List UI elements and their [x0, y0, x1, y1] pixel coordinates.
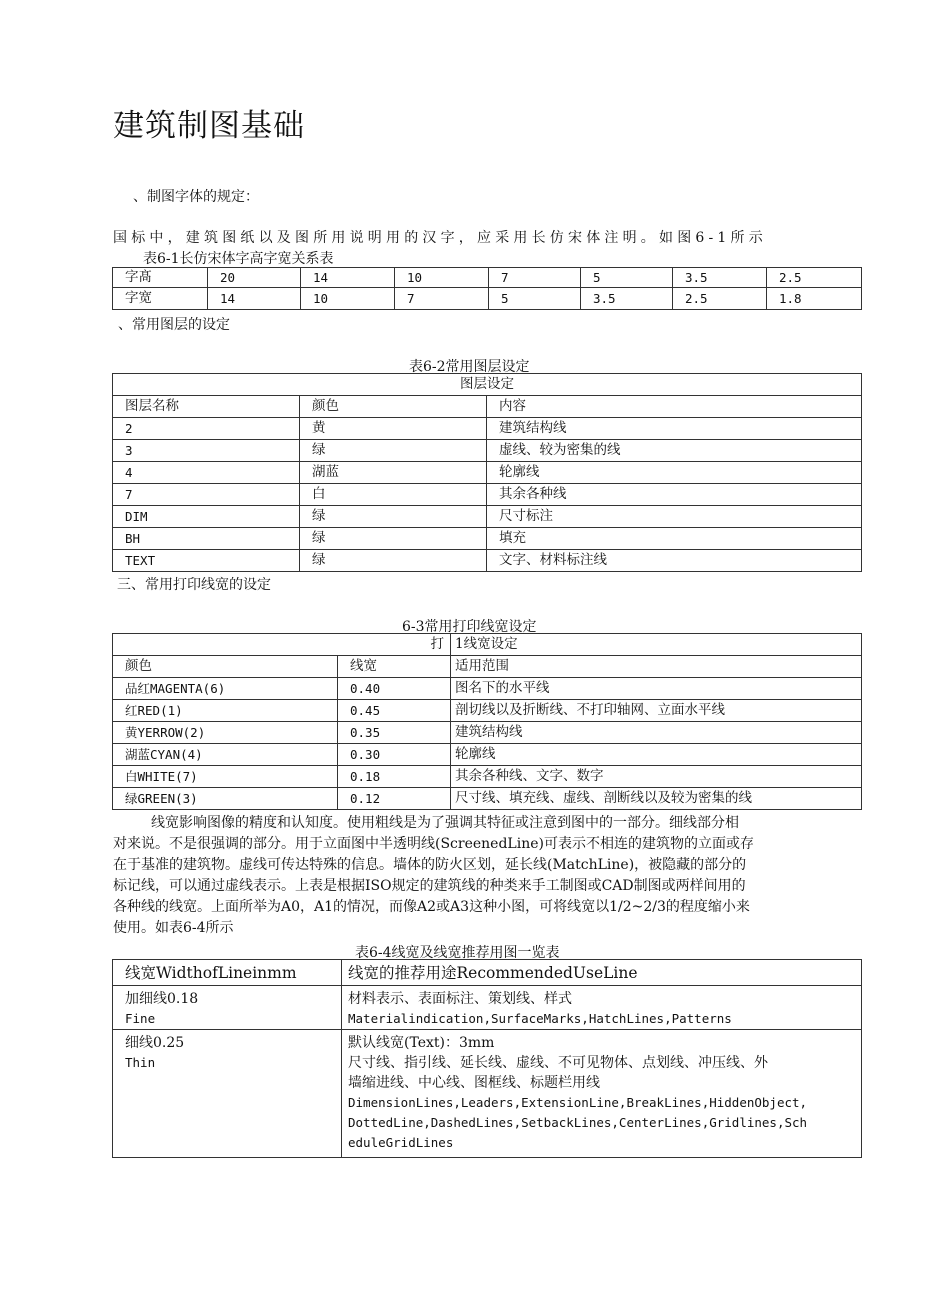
- table-row: [113, 440, 862, 462]
- cell-line: 默认线宽(Text)：3mm: [348, 1035, 495, 1051]
- table-row: [113, 418, 862, 440]
- table-cell: 2.5: [673, 288, 767, 310]
- column-header: 图层名称: [113, 396, 300, 418]
- column-header: 线宽的推荐用途RecommendedUseLine: [342, 960, 862, 986]
- table-cell: 14: [208, 288, 301, 310]
- table-cell: 字宽: [113, 288, 208, 310]
- table-row: [113, 986, 862, 1030]
- paragraph-line: 对来说。不是很强调的部分。用于立面图中半透明线(ScreenedLine)可表示不相连的建筑物的立面或存: [113, 836, 754, 852]
- cell-line: Materialindication,SurfaceMarks,HatchLines,Patterns: [348, 1011, 732, 1026]
- table-cell: 3.5: [581, 288, 673, 310]
- table3-caption: 6-3常用打印线宽设定: [402, 619, 537, 635]
- column-header: 颜色: [113, 656, 338, 678]
- table-cell: 20: [208, 268, 301, 288]
- column-header: 线宽: [338, 656, 451, 678]
- table-cell: 7: [113, 484, 300, 506]
- cell-line: 细线0.25: [125, 1035, 185, 1051]
- column-header: 内容: [487, 396, 862, 418]
- table-cell: 品红MAGENTA(6): [113, 678, 338, 700]
- table-cell: 1.8: [767, 288, 862, 310]
- table-cell: 绿: [300, 550, 487, 572]
- table-cell: 白: [300, 484, 487, 506]
- cell-line: DottedLine,DashedLines,SetbackLines,CenterLines,Gridlines,Sch: [348, 1115, 808, 1130]
- paragraph-line: 标记线，可以通过虚线表示。上表是根据ISO规定的建筑线的种类来手工制图或CAD制图或两样间用的: [113, 878, 746, 894]
- table-row: [113, 634, 862, 656]
- table-cell: 4: [113, 462, 300, 484]
- table-cell: 绿: [300, 506, 487, 528]
- intro-paragraph: 国标中，建筑图纸以及图所用说明用的汉字，应采用长仿宋体注明。如图6-1所示: [113, 230, 767, 246]
- table-cell: 10: [301, 288, 395, 310]
- table-cell: [342, 986, 862, 1030]
- table-cell: 红RED(1): [113, 700, 338, 722]
- table2-caption: 表6-2常用图层设定: [409, 359, 530, 375]
- table-cell: 3: [113, 440, 300, 462]
- table-font-size: [112, 267, 862, 310]
- table-title-cell: 图层设定: [113, 374, 862, 396]
- table-lineweight-usage: [112, 959, 862, 1158]
- table-title-cell-left: 打: [113, 634, 451, 656]
- table-row: [113, 268, 862, 288]
- cell-line: Thin: [125, 1055, 156, 1070]
- paragraph-line: 线宽影响图像的精度和认知度。使用粗线是为了强调其特征或注意到图中的一部分。细线部分相: [151, 815, 739, 831]
- table-row: [113, 722, 862, 744]
- table-cell: 填充: [487, 528, 862, 550]
- table-cell: 其余各种线: [487, 484, 862, 506]
- table-row: [113, 484, 862, 506]
- document-title: 建筑制图基础: [113, 108, 305, 144]
- table-cell: 2: [113, 418, 300, 440]
- table-cell: 剖切线以及折断线、不打印轴网、立面水平线: [451, 700, 862, 722]
- section-heading-fonts: 、制图字体的规定：: [133, 189, 259, 205]
- table-cell: 0.45: [338, 700, 451, 722]
- column-header: 适用范围: [451, 656, 862, 678]
- section-heading-lineweights: 三、常用打印线宽的设定: [117, 577, 271, 593]
- table-cell: 文字、材料标注线: [487, 550, 862, 572]
- table-cell: 0.30: [338, 744, 451, 766]
- table-row: [113, 288, 862, 310]
- table-row: [113, 788, 862, 810]
- cell-line: 墙缩进线、中心线、图框线、标题栏用线: [348, 1075, 600, 1091]
- paragraph-line: 使用。如表6-4所示: [113, 920, 234, 936]
- table-cell: 图名下的水平线: [451, 678, 862, 700]
- table-cell: 其余各种线、文字、数字: [451, 766, 862, 788]
- table-row: [113, 744, 862, 766]
- table-cell: 10: [395, 268, 489, 288]
- table-cell: 尺寸线、填充线、虚线、剖断线以及较为密集的线: [451, 788, 862, 810]
- cell-line: eduleGridLines: [348, 1135, 454, 1150]
- section-heading-layers: 、常用图层的设定: [118, 317, 230, 333]
- table-cell: TEXT: [113, 550, 300, 572]
- table-cell: 5: [581, 268, 673, 288]
- table-header-row: [113, 960, 862, 986]
- column-header: 线宽WidthofLineinmm: [113, 960, 342, 986]
- paragraph-line: 各种线的线宽。上面所举为A0，A1的情况，而像A2或A3这种小图，可将线宽以1/2~2/3的程度缩小来: [113, 899, 750, 915]
- table-cell: 0.35: [338, 722, 451, 744]
- table-cell: 建筑结构线: [451, 722, 862, 744]
- table-cell: 建筑结构线: [487, 418, 862, 440]
- table-cell: [113, 1030, 342, 1158]
- table-cell: 绿GREEN(3): [113, 788, 338, 810]
- table-title-cell-right: 1线宽设定: [451, 634, 862, 656]
- cell-line: Fine: [125, 1011, 156, 1026]
- table-cell: 2.5: [767, 268, 862, 288]
- table-cell: 尺寸标注: [487, 506, 862, 528]
- table-cell: 虚线、较为密集的线: [487, 440, 862, 462]
- table-layers: [112, 373, 862, 572]
- table-cell: BH: [113, 528, 300, 550]
- table-cell: 湖蓝: [300, 462, 487, 484]
- table-header-row: [113, 396, 862, 418]
- table-row: [113, 700, 862, 722]
- table-row: [113, 766, 862, 788]
- table4-caption: 表6-4线宽及线宽推荐用图一览表: [355, 945, 560, 961]
- table-cell: 绿: [300, 440, 487, 462]
- table-cell: 轮廓线: [451, 744, 862, 766]
- table-header-row: [113, 656, 862, 678]
- table-cell: DIM: [113, 506, 300, 528]
- cell-line: DimensionLines,Leaders,ExtensionLine,BreakLines,HiddenObject,: [348, 1095, 808, 1110]
- table-cell: 5: [489, 288, 581, 310]
- table-row: [113, 374, 862, 396]
- table-cell: 轮廓线: [487, 462, 862, 484]
- table-row: [113, 1030, 862, 1158]
- table-cell: 7: [489, 268, 581, 288]
- cell-line: 尺寸线、指引线、延长线、虚线、不可见物体、点划线、冲压线、外: [348, 1055, 768, 1071]
- table-cell: 3.5: [673, 268, 767, 288]
- table-row: [113, 528, 862, 550]
- table-cell: 14: [301, 268, 395, 288]
- table-row: [113, 462, 862, 484]
- table-row: [113, 506, 862, 528]
- column-header: 颜色: [300, 396, 487, 418]
- table-cell: 绿: [300, 528, 487, 550]
- table-print-lineweights: [112, 633, 862, 810]
- table-cell: 7: [395, 288, 489, 310]
- table-cell: 0.12: [338, 788, 451, 810]
- table-cell: 白WHITE(7): [113, 766, 338, 788]
- table-cell: [113, 986, 342, 1030]
- table-cell: 湖蓝CYAN(4): [113, 744, 338, 766]
- table-row: [113, 678, 862, 700]
- table-cell: 黄YERROW(2): [113, 722, 338, 744]
- table-row: [113, 550, 862, 572]
- table-cell: 0.18: [338, 766, 451, 788]
- table-cell: [342, 1030, 862, 1158]
- lineweight-paragraph: [113, 813, 861, 939]
- cell-line: 加细线0.18: [125, 991, 199, 1007]
- table-cell: 黄: [300, 418, 487, 440]
- cell-line: 材料表示、表面标注、策划线、样式: [348, 991, 572, 1007]
- table-cell: 字髙: [113, 268, 208, 288]
- table-cell: 0.40: [338, 678, 451, 700]
- table1-caption: 表6-1长仿宋体字高字宽关系表: [143, 251, 334, 267]
- paragraph-line: 在于基准的建筑物。虚线可传达特殊的信息。墙体的防火区划，延长线(MatchLine)，被隐藏的部分的: [113, 857, 747, 873]
